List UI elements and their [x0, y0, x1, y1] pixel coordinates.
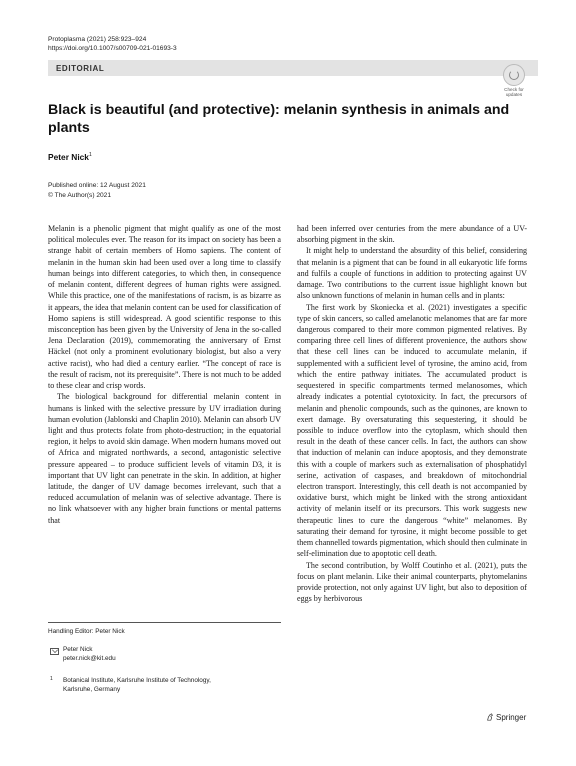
springer-horse-icon — [486, 713, 494, 721]
publisher-logo — [486, 713, 526, 722]
paragraph: The biological background for differential melanin content in humans is linked with the selective pressure by UV irradiation during human evolution (Jablonski and Chaplin 2010). Melanin can absorb UV light and thus protects folate from photo-destruction; in the equatorial region, it helps to avoid skin damage. When modern humans moved out of Africa and migrated northwards, a second, antagonistic selective pressure appeared – to produce sufficient levels of vitamin D3, it is important that UV light can penetrate in the skin. In addition, at higher latitude, the danger of UV damage becomes irrelevant, such that a reduced accumulation of melanin was of selective advantage. There is no link whatsoever with any higher brain functions or mental patterns that — [48, 392, 281, 525]
contact-name: Peter Nick — [63, 646, 93, 653]
journal-citation — [48, 35, 177, 53]
author-affiliation-mark: 1 — [88, 152, 92, 159]
contact-email[interactable]: peter.nick@kit.edu — [63, 654, 116, 662]
section-band — [48, 60, 538, 76]
paragraph: Melanin is a phenolic pigment that might qualify as one of the most political molecules ever. The reason for its impact on society has been a strange habit of certain members of Homo sapiens. The content of melanin in the human skin had been used over a long time to classify human beings into different categories, to which then, in consequence of melanin content, different degrees of human rights were assigned. While this practice, one of the manifestations of racism, is as bizarre as it appears, the idea that melanin content can be used for classification of Homo sapiens is still widespread. A good scientific response to this misconception has been given by the University of Jena in the so-called Jena Declaration (2019), commemorating the anniversary of Ernst Häckel (not only a prominent evolutionary biologist, but also a very active racist), who had died a century earlier. “The concept of race is the result of racism, not its prerequisite”. There is not much to be added to these clear and crisp words. — [48, 224, 281, 391]
affiliation-line: Karlsruhe, Germany — [63, 685, 121, 693]
affiliation-number: 1 — [50, 676, 53, 682]
body-column-left — [48, 223, 281, 526]
footnote-divider — [48, 622, 281, 623]
published-date: Published online: 12 August 2021 — [48, 182, 146, 189]
affiliation — [63, 677, 211, 694]
journal-volume-line: Protoplasma (2021) 258:923–924 — [48, 36, 147, 43]
affiliation-line: Botanical Institute, Karlsruhe Institute of Technology, — [63, 677, 211, 684]
contact-block — [63, 646, 116, 663]
author-line — [48, 152, 92, 162]
paragraph: It might help to understand the absurdity of this belief, considering that melanin is a pigment that can be found in all eukaryotic life forms and fulfils a couple of functions in addition to protecting against UV damage. Two contributions to the current issue highlight known but also unknown functions of melanin in human cells and in plants: — [297, 246, 527, 301]
publication-info — [48, 181, 146, 200]
body-column-right — [297, 223, 527, 604]
paragraph: The first work by Skoniecka et al. (2021) investigates a specific type of skin cancers, so called amelanotic melanomes that are far more dangerous compared to their more common pigmented relatives. By comparing three cell lines of different provenience, the authors show that these cell lines can be induced to accumulate melanin, if supplemented with a sufficient level of tyrosine, the amino acid, from which the entire pathway initiates. The accumulated product is sequestered in specific compartments termed melanosomes, which already indicates a potential cytotoxicity. In fact, the precursors of melanin and phenolic compounds, such as the quinones, are known to exert damage. By oversaturating this sequestering, it should be possible to induce overflow into the cytoplasm, which should then result in the death of these cancer cells. In fact, the authors can show that induction of melanin can induce apoptosis, and they demonstrate this with a couple of markers such as externalisation of phosphatidyl serine, activation of caspases, and breakdown of mitochondrial electron transport. Interestingly, this cell death is not accompanied by oxidative burst, which might be linked with the strong antioxidant activity of melanin itself or its precursors. This work suggests new therapeutic lines to cure the dangerous “white” melanomes. By saturating their demand for tyrosine, it might become possible to get them channelled towards pigmentation, which should then culminate in self-elimination due to apoptotic cell death. — [297, 302, 527, 559]
author-name: Peter Nick — [48, 152, 89, 162]
article-title: Black is beautiful (and protective): melanin synthesis in animals and plants — [48, 102, 510, 136]
handling-editor: Handling Editor: Peter Nick — [48, 628, 125, 635]
doi-link[interactable]: https://doi.org/10.1007/s00709-021-01693-3 — [48, 45, 177, 52]
check-for-updates-badge[interactable] — [500, 64, 528, 98]
section-label: EDITORIAL — [56, 63, 105, 73]
paragraph: had been inferred over centuries from the mere abundance of a UV-absorbing pigment in the skin. — [297, 224, 527, 245]
update-icon — [503, 64, 525, 86]
envelope-icon — [50, 648, 59, 655]
check-updates-label: Check for updates — [504, 87, 524, 97]
copyright-line: © The Author(s) 2021 — [48, 191, 112, 199]
paragraph: The second contribution, by Wolff Coutinho et al. (2021), puts the focus on plant melanin. Like their animal counterparts, phytomelanins provide protection, not only against UV light, but also to deposition of eggs by herbivorous — [297, 560, 527, 604]
publisher-name: Springer — [496, 713, 527, 722]
